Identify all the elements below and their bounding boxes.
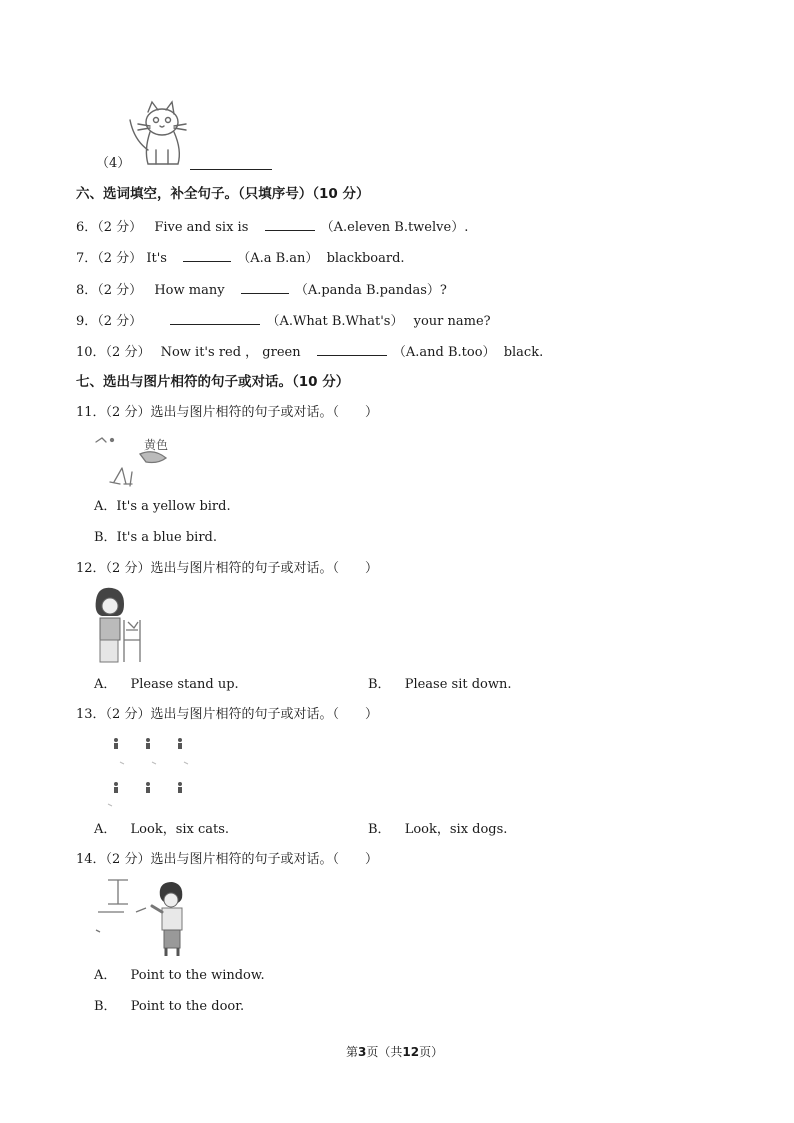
- option-letter: A．: [94, 822, 117, 837]
- fill-question-7: [76, 249, 405, 267]
- cat-picture: [126, 100, 196, 168]
- choice-options: （A.What B.What's）: [266, 314, 404, 329]
- answer-blank: [183, 249, 231, 262]
- option-letter: B．: [94, 530, 117, 545]
- question-text-end: .: [464, 220, 469, 235]
- option-letter: A．: [94, 968, 117, 983]
- answer-blank: [170, 312, 260, 325]
- question-11-option-a: [94, 499, 231, 515]
- option-text: Point to the window.: [130, 968, 265, 983]
- six-animals-picture: [104, 732, 194, 812]
- option-text: Look，six dogs.: [404, 822, 508, 837]
- answer-blank: [265, 218, 315, 231]
- question-12-stem: 12．（2 分）选出与图片相符的句子或对话。（ ）: [76, 561, 378, 576]
- question-14-stem: 14．（2 分）选出与图片相符的句子或对话。（ ）: [76, 852, 378, 867]
- section-7-title: 七、选出与图片相符的句子或对话。（10 分）: [76, 374, 350, 390]
- question-text: Five and six is: [154, 220, 249, 235]
- fill-question-9: [76, 312, 491, 330]
- fill-question-10: [76, 343, 543, 361]
- question-text-end: ?: [439, 283, 447, 298]
- answer-blank: [317, 343, 387, 356]
- bird-picture: [92, 432, 178, 490]
- choice-options: （A.and B.too）: [392, 345, 496, 360]
- girl-chair-picture: [90, 586, 148, 666]
- question-12-option-a: [94, 677, 239, 693]
- question-number: 7．（2 分）: [76, 251, 143, 266]
- question-text: It's: [146, 251, 167, 266]
- question-14-option-a: [94, 968, 265, 984]
- choice-options: （A.eleven B.twelve）: [320, 220, 465, 235]
- fill-question-8: [76, 281, 447, 299]
- question-4-label: （4）: [96, 156, 131, 171]
- option-letter: B．: [368, 822, 391, 837]
- question-14-option-b: [94, 999, 244, 1015]
- question-text: How many: [154, 283, 225, 298]
- option-text: Please sit down.: [404, 677, 512, 692]
- fill-question-6: [76, 218, 468, 236]
- page-number: 3: [358, 1045, 367, 1059]
- option-letter: B．: [368, 677, 391, 692]
- choice-options: （A.panda B.pandas）: [294, 283, 440, 298]
- answer-blank: [241, 281, 289, 294]
- question-11-option-b: [94, 530, 217, 546]
- footer-middle: 页（共: [366, 1045, 403, 1059]
- question-number: 8．（2 分）: [76, 283, 143, 298]
- option-text: Point to the door.: [130, 999, 245, 1014]
- option-text: Look，six cats.: [130, 822, 230, 837]
- total-pages: 12: [402, 1045, 420, 1059]
- footer-prefix: 第: [346, 1045, 359, 1059]
- question-number: 10．（2 分）: [76, 345, 151, 360]
- option-letter: B．: [94, 999, 117, 1014]
- question-text-end: blackboard.: [326, 251, 405, 266]
- question-4-answer-line: [190, 169, 272, 170]
- question-11-stem: 11．（2 分）选出与图片相符的句子或对话。（ ）: [76, 405, 378, 420]
- page-footer: [346, 1043, 443, 1060]
- question-13-option-a: [94, 822, 229, 838]
- section-6-title: 六、选词填空，补全句子。（只填序号）（10 分）: [76, 186, 370, 202]
- choice-options: （A.a B.an）: [237, 251, 319, 266]
- option-text: It's a blue bird.: [116, 530, 218, 545]
- option-letter: A．: [94, 677, 117, 692]
- question-13-stem: 13．（2 分）选出与图片相符的句子或对话。（ ）: [76, 707, 378, 722]
- boy-pointing-picture: [94, 876, 194, 960]
- picture-caption: 黄色: [144, 438, 169, 452]
- option-letter: A．: [94, 499, 117, 514]
- question-number: 6．（2 分）: [76, 220, 143, 235]
- option-text: It's a yellow bird.: [116, 499, 231, 514]
- question-number: 9．（2 分）: [76, 314, 143, 329]
- question-13-option-b: [368, 822, 507, 838]
- question-text-end: your name?: [413, 314, 491, 329]
- question-text: Now it's red ， green: [160, 345, 301, 360]
- question-12-option-b: [368, 677, 512, 693]
- option-text: Please stand up.: [130, 677, 239, 692]
- footer-suffix: 页）: [419, 1045, 444, 1059]
- question-text-end: black.: [503, 345, 544, 360]
